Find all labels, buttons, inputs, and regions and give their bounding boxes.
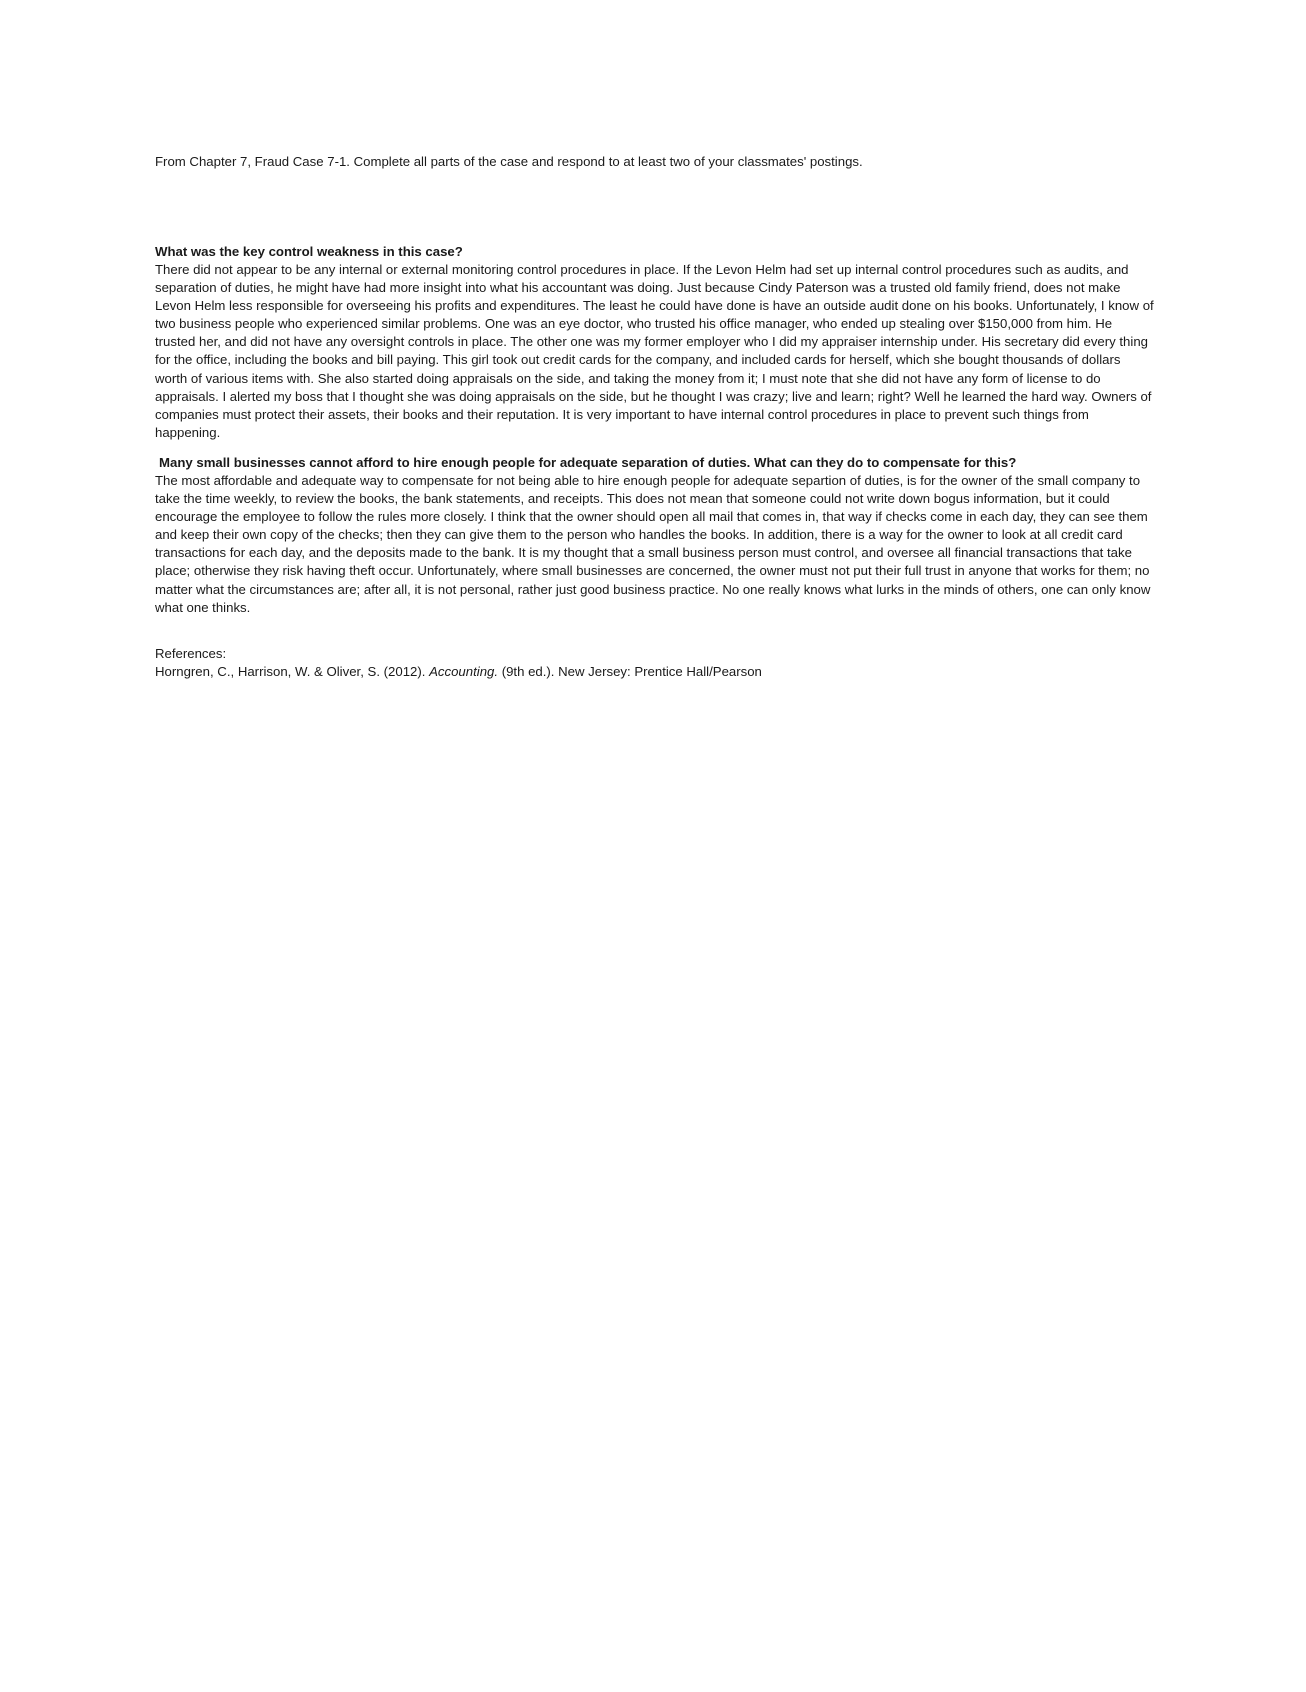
reference-publisher: (9th ed.). New Jersey: Prentice Hall/Pearson [498, 663, 762, 679]
reference-authors: Horngren, C., Harrison, W. & Oliver, S. (2012). [155, 663, 430, 679]
assignment-intro: From Chapter 7, Fraud Case 7-1. Complete all parts of the case and respond to at least two of your classmates' postings. [155, 154, 863, 169]
section-separation-of-duties [155, 454, 1155, 617]
section-control-weakness [155, 243, 1155, 442]
answer-paragraph: There did not appear to be any internal or external monitoring control procedures in place. If the Levon Helm had set up internal control procedures such as audits, and separation of duties, he might have had more insight into what his accountant was doing. Just because Cindy Paterson was a trusted old family friend, does not make Levon Helm less responsible for overseeing his profits and expenditures. The least he could have done is have an outside audit done on his books. Unfortunately, I know of two business people who experienced similar problems. One was an eye doctor, who trusted his office manager, who ended up stealing over $150,000 from him. He trusted her, and did not have any oversight controls in place. The other one was my former employer who I did my appraiser internship under. His secretary did every thing for the office, including the books and bill paying. This girl took out credit cards for the company, and included cards for herself, which she bought thousands of dollars worth of various items with. She also started doing appraisals on the side, and taking the money from it; I must note that she did not have any form of license to do appraisals. I alerted my boss that I thought she was doing appraisals on the side, but he thought I was crazy; live and learn; right? Well he learned the hard way. Owners of companies must protect their assets, their books and their reputation. It is very important to have internal control procedures in place to prevent such things from happening. [155, 262, 1154, 440]
document-page [155, 153, 1155, 681]
reference-title: Accounting. [429, 663, 499, 679]
references-section [155, 645, 1155, 681]
answer-paragraph: The most affordable and adequate way to compensate for not being able to hire enough people for adequate separtion of duties, is for the owner of the small company to take the time weekly, to review the books, the bank statements, and receipts. This does not mean that someone could not write down bogus information, but it could encourage the employee to follow the rules more closely. I think that the owner should open all mail that comes in, that way if checks come in each day, they can see them and keep their own copy of the checks; then they can give them to the person who handles the books. In addition, there is a way for the owner to look at all credit card transactions for each day, and the deposits made to the bank. It is my thought that a small business person must control, and oversee all financial transactions that take place; otherwise they risk having theft occur. Unfortunately, where small businesses are concerned, the owner must not put their full trust in anyone that works for them; no matter what the circumstances are; after all, it is not personal, rather just good business practice. No one really knows what lurks in the minds of others, one can only know what one thinks. [155, 472, 1151, 615]
question-heading: Many small businesses cannot afford to hire enough people for adequate separation of duties. What can they do to compensate for this? [159, 454, 1017, 470]
question-heading: What was the key control weakness in this case? [155, 244, 463, 259]
reference-entry [155, 663, 1155, 681]
references-heading: References: [155, 645, 227, 661]
